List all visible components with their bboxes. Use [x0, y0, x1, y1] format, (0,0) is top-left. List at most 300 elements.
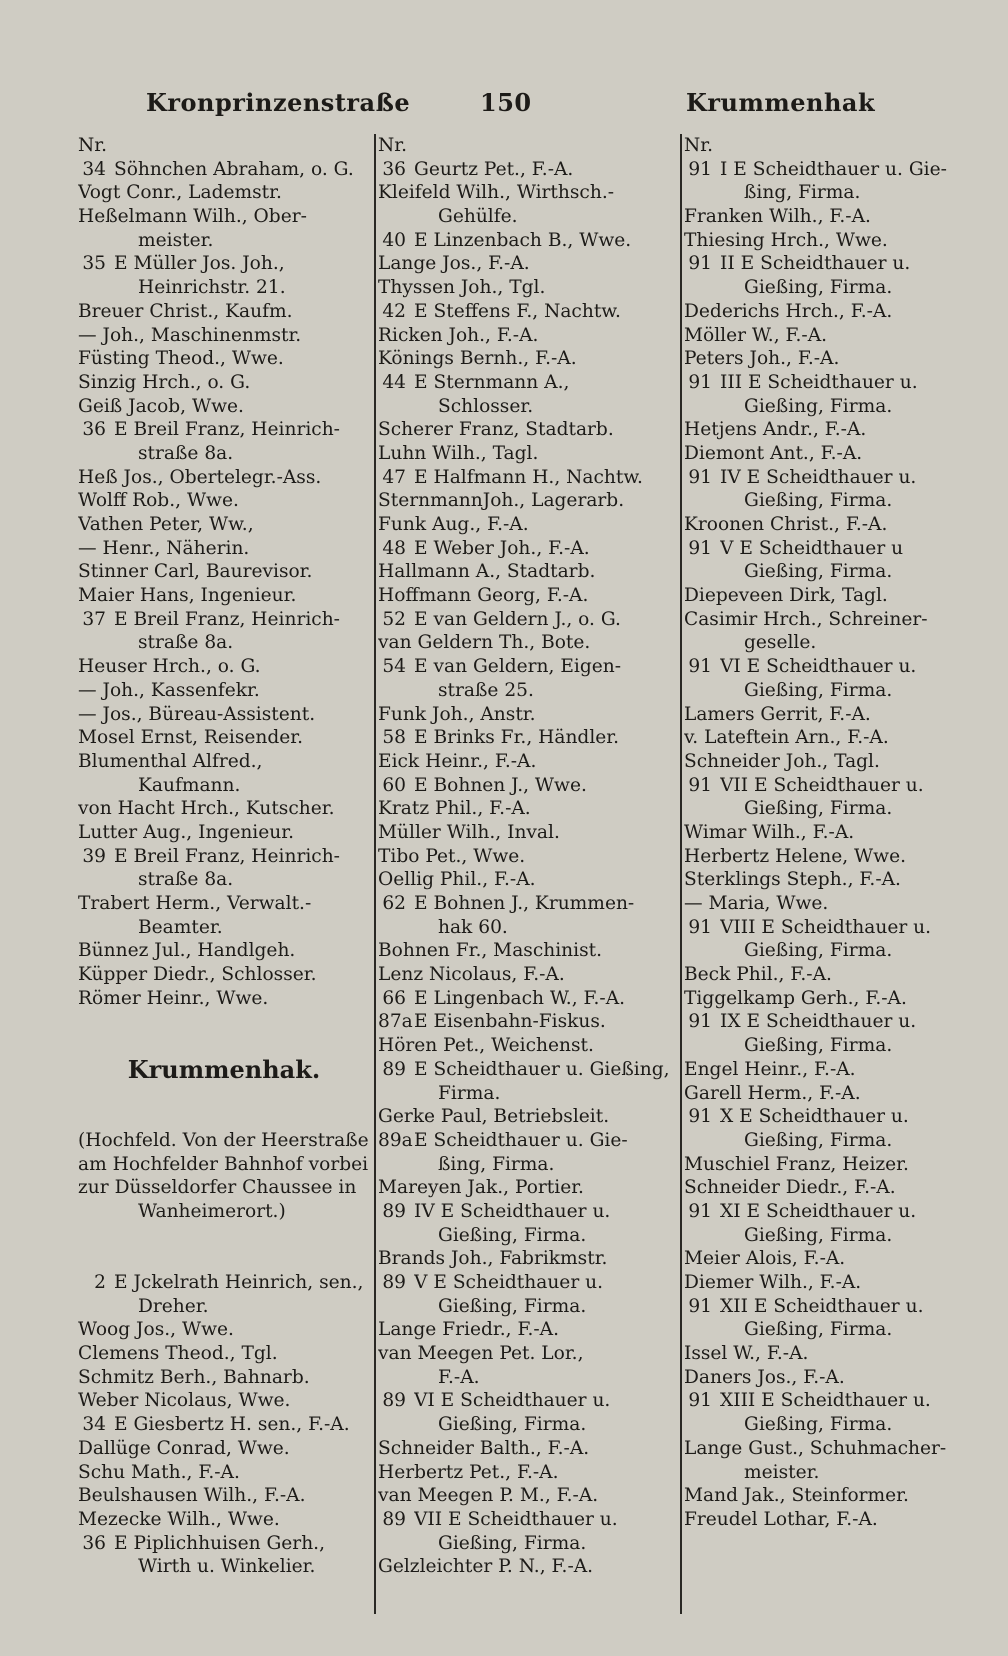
- entry-text: (Hochfeld. Von der Heerstraße: [78, 1129, 369, 1151]
- house-number: 36: [382, 158, 406, 180]
- directory-entry-line: [684, 181, 990, 205]
- house-number: 91: [688, 1200, 712, 1222]
- entry-text: Gießing, Firma.: [744, 1035, 893, 1057]
- entry-text: Mosel Ernst, Reisender.: [78, 727, 304, 749]
- house-number: 91: [688, 158, 712, 180]
- directory-entry-line: [78, 750, 370, 774]
- entry-text: V E Scheidthauer u: [720, 537, 904, 559]
- house-number: 40: [382, 229, 406, 251]
- entry-text: Mareyen Jak., Portier.: [378, 1177, 584, 1199]
- directory-entry-line: [78, 560, 370, 584]
- entry-text: Gehülfe.: [438, 206, 518, 228]
- directory-entry-line: [78, 631, 370, 655]
- directory-entry-line: [378, 987, 676, 1011]
- house-number: 91: [688, 1011, 712, 1033]
- directory-entry-line: [378, 1555, 676, 1579]
- entry-text: E Steffens F., Nachtw.: [414, 300, 621, 322]
- directory-entry-line: [78, 1389, 370, 1413]
- house-number: 87a: [378, 1011, 413, 1033]
- directory-entry-line: [378, 963, 676, 987]
- entry-text: XII E Scheidthauer u.: [720, 1295, 924, 1317]
- directory-entry-line: [378, 1082, 676, 1106]
- directory-entry-line: [78, 1105, 370, 1129]
- entry-text: straße 25.: [438, 679, 534, 701]
- directory-entry-line: [684, 276, 990, 300]
- entry-text: E Weber Joh., F.-A.: [414, 537, 590, 559]
- entry-text: E Müller Jos. Joh.,: [114, 253, 285, 275]
- directory-entry-line: [684, 324, 990, 348]
- entry-text: — Joh., Maschinenmstr.: [78, 324, 302, 346]
- entry-text: Gießing, Firma.: [744, 561, 893, 583]
- directory-entry-line: [378, 916, 676, 940]
- entry-text: Römer Heinr., Wwe.: [78, 987, 269, 1009]
- directory-entry-line: [684, 1484, 990, 1508]
- entry-text: Daners Jos., F.-A.: [684, 1366, 845, 1388]
- directory-entry-line: [378, 418, 676, 442]
- directory-entry-line: [78, 963, 370, 987]
- entry-text: E Lingenbach W., F.-A.: [414, 987, 626, 1009]
- directory-entry-line: [684, 1129, 990, 1153]
- entry-text: VI E Scheidthauer u.: [414, 1390, 611, 1412]
- entry-text: E van Geldern J., o. G.: [414, 608, 621, 630]
- directory-entry-line: [78, 395, 370, 419]
- entry-text: Küpper Diedr., Schlosser.: [78, 964, 317, 986]
- entry-text: Gießing, Firma.: [438, 1414, 587, 1436]
- directory-entry-line: [78, 1366, 370, 1390]
- entry-text: Dreher.: [138, 1295, 209, 1317]
- entry-text: VII E Scheidthauer u.: [720, 774, 924, 796]
- directory-entry-line: [78, 418, 370, 442]
- entry-text: Füsting Theod., Wwe.: [78, 348, 284, 370]
- entry-text: Lange Jos., F.-A.: [378, 253, 530, 275]
- house-number: 91: [688, 253, 712, 275]
- directory-entry-line: [78, 939, 370, 963]
- directory-entry-line: [684, 821, 990, 845]
- house-number: 44: [382, 371, 406, 393]
- entry-text: Heinrichstr. 21.: [138, 277, 286, 299]
- entry-text: Herbertz Pet., F.-A.: [378, 1461, 559, 1483]
- directory-entry-line: [684, 560, 990, 584]
- entry-text: Nr.: [78, 135, 108, 156]
- entry-text: Lange Gust., Schuhmacher-: [684, 1437, 947, 1459]
- house-number: 91: [688, 1390, 712, 1412]
- directory-entry-line: [684, 1413, 990, 1437]
- entry-text: hak 60.: [438, 916, 508, 938]
- entry-text: ßing, Firma.: [438, 1153, 555, 1175]
- directory-entry-line: [378, 1484, 676, 1508]
- directory-entry-line: [684, 892, 990, 916]
- entry-text: van Meegen Pet. Lor.,: [378, 1343, 584, 1365]
- directory-entry-line: [78, 324, 370, 348]
- house-number: 91: [688, 371, 712, 393]
- entry-text: — Henr., Näherin.: [78, 537, 250, 559]
- entry-text: Schneider Joh., Tagl.: [684, 750, 880, 772]
- directory-entry-line: [378, 655, 676, 679]
- entry-text: Geurtz Pet., F.-A.: [414, 158, 574, 180]
- directory-entry-line: [684, 134, 990, 158]
- entry-text: Schmitz Berh., Bahnarb.: [78, 1366, 310, 1388]
- house-number: 34: [82, 1414, 106, 1436]
- entry-text: E Sternmann A.,: [414, 371, 570, 393]
- directory-entry-line: [684, 513, 990, 537]
- directory-entry-line: [378, 1271, 676, 1295]
- entry-text: Clemens Theod., Tgl.: [78, 1343, 278, 1365]
- directory-entry-line: [378, 845, 676, 869]
- entry-text: Tibo Pet., Wwe.: [378, 845, 526, 867]
- directory-entry-line: [684, 987, 990, 1011]
- house-number: 91: [688, 537, 712, 559]
- directory-entry-line: [684, 774, 990, 798]
- directory-entry-line: [684, 1461, 990, 1485]
- entry-text: v. Lateftein Arn., F.-A.: [684, 727, 889, 749]
- entry-text: E Brinks Fr., Händler.: [414, 727, 620, 749]
- entry-text: Vathen Peter, Ww.,: [78, 514, 254, 535]
- directory-entry-line: [378, 774, 676, 798]
- entry-text: E Jckelrath Heinrich, sen.,: [114, 1272, 364, 1293]
- directory-entry-line: [378, 1034, 676, 1058]
- entry-text: meister.: [744, 1461, 820, 1483]
- directory-entry-line: [78, 821, 370, 845]
- house-number: 66: [382, 987, 406, 1009]
- directory-entry-line: [684, 1295, 990, 1319]
- directory-entry-line: [78, 1437, 370, 1461]
- entry-text: Luhn Wilh., Tagl.: [378, 442, 539, 464]
- entry-text: Wimar Wilh., F.-A.: [684, 821, 855, 843]
- column-divider-2: [680, 134, 682, 1614]
- house-number: 2: [94, 1272, 106, 1293]
- entry-text: Gießing, Firma.: [744, 1224, 893, 1246]
- entry-text: Gelzleichter P. N., F.-A.: [378, 1556, 594, 1578]
- entry-text: Wanheimerort.): [138, 1200, 286, 1222]
- directory-entry-line: [78, 1555, 370, 1579]
- directory-entry-line: [684, 939, 990, 963]
- entry-text: VII E Scheidthauer u.: [414, 1508, 618, 1530]
- directory-entry-line: [378, 1200, 676, 1224]
- entry-text: meister.: [138, 229, 214, 251]
- entry-text: Beck Phil., F.-A.: [684, 964, 832, 986]
- house-number: 89: [382, 1390, 406, 1412]
- directory-entry-line: [378, 134, 676, 158]
- directory-entry-line: [78, 1318, 370, 1342]
- entry-text: Schu Math., F.-A.: [78, 1461, 240, 1483]
- directory-entry-line: [684, 395, 990, 419]
- directory-entry-line: [684, 1010, 990, 1034]
- entry-text: SternmannJoh., Lagerarb.: [378, 490, 625, 512]
- directory-entry-line: [378, 1318, 676, 1342]
- house-number: 89: [382, 1508, 406, 1530]
- entry-text: Garell Herm., F.-A.: [684, 1082, 861, 1104]
- directory-entry-line: [378, 1413, 676, 1437]
- directory-entry-line: [684, 797, 990, 821]
- house-number: 48: [382, 537, 406, 559]
- directory-entry-line: [378, 1295, 676, 1319]
- entry-text: Woog Jos., Wwe.: [78, 1319, 234, 1341]
- entry-text: Heß Jos., Obertelegr.-Ass.: [78, 466, 322, 488]
- entry-text: Hören Pet., Weichenst.: [378, 1035, 594, 1057]
- entry-text: E van Geldern, Eigen-: [414, 656, 622, 678]
- directory-entry-line: [78, 892, 370, 916]
- directory-entry-line: [378, 1129, 676, 1153]
- house-number: 47: [382, 466, 406, 488]
- directory-entry-line: [378, 1342, 676, 1366]
- entry-text: Diemont Ant., F.-A.: [684, 442, 863, 464]
- directory-entry-line: [78, 1484, 370, 1508]
- entry-text: Brands Joh., Fabrikmstr.: [378, 1248, 608, 1270]
- directory-entry-line: [684, 845, 990, 869]
- directory-entry-line: [378, 1532, 676, 1556]
- directory-entry-line: [378, 229, 676, 253]
- entry-text: Krummenhak.: [127, 1057, 321, 1082]
- directory-entry-line: [684, 1224, 990, 1248]
- header-left-street: Kronprinzenstraße: [146, 88, 411, 117]
- directory-entry-line: [78, 868, 370, 892]
- directory-entry-line: [78, 774, 370, 798]
- directory-entry-line: [378, 347, 676, 371]
- directory-entry-line: [684, 1153, 990, 1177]
- directory-entry-line: [78, 655, 370, 679]
- entry-text: E Piplichhuisen Gerh.,: [114, 1532, 325, 1554]
- directory-entry-line: [378, 537, 676, 561]
- directory-entry-line: [78, 726, 370, 750]
- entry-text: E Scheidthauer u. Gießing,: [414, 1058, 670, 1080]
- directory-entry-line: [378, 1058, 676, 1082]
- entry-text: Kleifeld Wilh., Wirthsch.-: [378, 182, 615, 204]
- house-number: 36: [82, 419, 106, 441]
- directory-entry-line: [78, 608, 370, 632]
- directory-entry-line: [684, 466, 990, 490]
- directory-entry-line: [684, 489, 990, 513]
- entry-text: Gießing, Firma.: [744, 1129, 893, 1151]
- entry-text: Engel Heinr., F.-A.: [684, 1058, 856, 1080]
- directory-entry-line: [78, 987, 370, 1011]
- entry-text: E Breil Franz, Heinrich-: [114, 845, 340, 867]
- entry-text: Peters Joh., F.-A.: [684, 348, 840, 370]
- entry-text: — Jos., Büreau-Assistent.: [78, 703, 316, 725]
- entry-text: Breuer Christ., Kaufm.: [78, 300, 293, 322]
- street-section-heading: [78, 1058, 370, 1082]
- entry-text: E Eisenbahn-Fiskus.: [414, 1011, 606, 1033]
- directory-entry-line: [378, 821, 676, 845]
- entry-text: Gießing, Firma.: [438, 1295, 587, 1317]
- house-number: 91: [688, 774, 712, 796]
- entry-text: Geiß Jacob, Wwe.: [78, 395, 244, 417]
- directory-entry-line: [378, 489, 676, 513]
- entry-text: straße 8a.: [138, 442, 234, 464]
- entry-text: Gießing, Firma.: [438, 1224, 587, 1246]
- entry-text: — Maria, Wwe.: [684, 893, 829, 914]
- directory-entry-line: [78, 797, 370, 821]
- entry-text: IX E Scheidthauer u.: [720, 1011, 917, 1033]
- directory-entry-line: [378, 631, 676, 655]
- entry-text: Dallüge Conrad, Wwe.: [78, 1437, 290, 1459]
- column-2: [378, 134, 676, 1579]
- directory-entry-line: [684, 300, 990, 324]
- directory-entry-line: [78, 1176, 370, 1200]
- entry-text: Sinzig Hrch., o. G.: [78, 371, 251, 393]
- directory-entry-line: [684, 608, 990, 632]
- house-number: 58: [382, 727, 406, 749]
- entry-text: Wirth u. Winkelier.: [138, 1556, 316, 1578]
- directory-entry-line: [684, 1105, 990, 1129]
- entry-text: Gießing, Firma.: [744, 1414, 893, 1436]
- directory-entry-line: [684, 631, 990, 655]
- house-number: 91: [688, 916, 712, 938]
- directory-entry-line: [78, 1200, 370, 1224]
- directory-entry-line: [78, 1224, 370, 1248]
- entry-text: Gießing, Firma.: [744, 679, 893, 701]
- directory-entry-line: [378, 1105, 676, 1129]
- directory-entry-line: [78, 679, 370, 703]
- directory-entry-line: [78, 158, 370, 182]
- directory-entry-line: [378, 395, 676, 419]
- directory-entry-line: [378, 939, 676, 963]
- entry-text: Müller Wilh., Inval.: [378, 821, 560, 843]
- directory-entry-line: [78, 537, 370, 561]
- entry-text: Diemer Wilh., F.-A.: [684, 1272, 862, 1293]
- entry-text: E Giesbertz H. sen., F.-A.: [114, 1414, 350, 1436]
- house-number: 37: [82, 608, 106, 630]
- entry-text: straße 8a.: [138, 632, 234, 654]
- directory-entry-line: [78, 442, 370, 466]
- directory-entry-line: [78, 489, 370, 513]
- entry-text: Söhnchen Abraham, o. G.: [114, 158, 354, 180]
- entry-text: Muschiel Franz, Heizer.: [684, 1153, 909, 1175]
- entry-text: VI E Scheidthauer u.: [720, 656, 917, 678]
- directory-entry-line: [684, 1366, 990, 1390]
- entry-text: E Breil Franz, Heinrich-: [114, 608, 340, 630]
- directory-entry-line: [78, 1413, 370, 1437]
- directory-entry-line: [78, 134, 370, 158]
- entry-text: Lamers Gerrit, F.-A.: [684, 703, 871, 725]
- directory-entry-line: [684, 1437, 990, 1461]
- directory-entry-line: [78, 845, 370, 869]
- directory-entry-line: [684, 703, 990, 727]
- entry-text: E Halfmann H., Nachtw.: [414, 466, 643, 488]
- entry-text: ßing, Firma.: [744, 182, 861, 204]
- entry-text: Nr.: [684, 135, 714, 156]
- house-number: 89: [382, 1058, 406, 1080]
- directory-entry-line: [78, 181, 370, 205]
- directory-entry-line: [684, 726, 990, 750]
- entry-text: am Hochfelder Bahnhof vorbei: [78, 1153, 369, 1175]
- entry-text: IV E Scheidthauer u.: [414, 1200, 611, 1222]
- house-number: 36: [82, 1532, 106, 1554]
- directory-entry-line: [378, 205, 676, 229]
- entry-text: E Bohnen J., Krummen-: [414, 893, 635, 914]
- directory-entry-line: [378, 1437, 676, 1461]
- entry-text: Lutter Aug., Ingenieur.: [78, 821, 294, 843]
- entry-text: Meier Alois, F.-A.: [684, 1248, 846, 1270]
- directory-entry-line: [378, 1461, 676, 1485]
- entry-text: Diepeveen Dirk, Tagl.: [684, 585, 888, 607]
- entry-text: Gießing, Firma.: [744, 277, 893, 299]
- directory-entry-line: [378, 513, 676, 537]
- directory-entry-line: [78, 1034, 370, 1058]
- entry-text: Tiggelkamp Gerh., F.-A.: [684, 987, 907, 1009]
- directory-entry-line: [684, 916, 990, 940]
- entry-text: Gießing, Firma.: [744, 490, 893, 512]
- directory-entry-line: [378, 584, 676, 608]
- directory-entry-line: [78, 252, 370, 276]
- entry-text: Hoffmann Georg, F.-A.: [378, 585, 589, 607]
- house-number: 60: [382, 774, 406, 796]
- entry-text: Gießing, Firma.: [744, 395, 893, 417]
- entry-text: Thyssen Joh., Tgl.: [378, 277, 546, 299]
- directory-entry-line: [684, 347, 990, 371]
- directory-entry-line: [78, 1271, 370, 1295]
- entry-text: Wolff Rob., Wwe.: [78, 490, 239, 512]
- entry-text: Maier Hans, Ingenieur.: [78, 585, 297, 607]
- house-number: 62: [382, 893, 406, 914]
- house-number: 42: [382, 300, 406, 322]
- entry-text: zur Düsseldorfer Chaussee in: [78, 1177, 357, 1199]
- directory-entry-line: [684, 418, 990, 442]
- directory-entry-line: [684, 1389, 990, 1413]
- entry-text: Stinner Carl, Baurevisor.: [78, 561, 313, 583]
- directory-entry-line: [378, 608, 676, 632]
- directory-entry-line: [684, 252, 990, 276]
- entry-text: Trabert Herm., Verwalt.-: [78, 893, 312, 914]
- entry-text: Gießing, Firma.: [438, 1532, 587, 1554]
- column-divider-1: [374, 134, 376, 1614]
- entry-text: Kroonen Christ., F.-A.: [684, 514, 888, 535]
- directory-entry-line: [378, 1366, 676, 1390]
- entry-text: IV E Scheidthauer u.: [720, 466, 917, 488]
- directory-entry-line: [378, 560, 676, 584]
- directory-entry-line: [378, 371, 676, 395]
- directory-entry-line: [378, 868, 676, 892]
- directory-entry-line: [378, 442, 676, 466]
- directory-entry-line: [78, 1247, 370, 1271]
- column-1: [78, 134, 370, 1579]
- directory-entry-line: [78, 205, 370, 229]
- entry-text: van Meegen P. M., F.-A.: [378, 1485, 599, 1507]
- entry-text: van Geldern Th., Bote.: [378, 632, 591, 654]
- header-right-street: Krummenhak: [686, 88, 876, 117]
- directory-entry-line: [378, 1389, 676, 1413]
- directory-entry-line: [78, 371, 370, 395]
- entry-text: Gießing, Firma.: [744, 1319, 893, 1341]
- entry-text: E Bohnen J., Wwe.: [414, 774, 587, 796]
- directory-entry-line: [78, 1508, 370, 1532]
- directory-entry-line: [684, 679, 990, 703]
- entry-text: V E Scheidthauer u.: [414, 1272, 603, 1293]
- directory-entry-line: [378, 750, 676, 774]
- entry-text: Issel W., F.-A.: [684, 1343, 809, 1365]
- entry-text: Oellig Phil., F.-A.: [378, 869, 536, 891]
- entry-text: Lenz Nicolaus, F.-A.: [378, 964, 565, 986]
- house-number: 91: [688, 1295, 712, 1317]
- entry-text: Möller W., F.-A.: [684, 324, 828, 346]
- entry-text: Scherer Franz, Stadtarb.: [378, 419, 614, 441]
- directory-entry-line: [78, 703, 370, 727]
- house-number: 39: [82, 845, 106, 867]
- directory-entry-line: [684, 1342, 990, 1366]
- directory-entry-line: [378, 703, 676, 727]
- entry-text: Freudel Lothar, F.-A.: [684, 1508, 878, 1530]
- entry-text: Gerke Paul, Betriebsleit.: [378, 1106, 610, 1128]
- directory-entry-line: [684, 1058, 990, 1082]
- entry-text: Schlosser.: [438, 395, 534, 417]
- directory-entry-line: [78, 276, 370, 300]
- directory-entry-line: [684, 655, 990, 679]
- entry-text: X E Scheidthauer u.: [720, 1106, 909, 1128]
- directory-entry-line: [684, 205, 990, 229]
- entry-text: Sterklings Steph., F.-A.: [684, 869, 901, 891]
- directory-entry-line: [684, 158, 990, 182]
- directory-entry-line: [378, 1010, 676, 1034]
- directory-entry-line: [378, 797, 676, 821]
